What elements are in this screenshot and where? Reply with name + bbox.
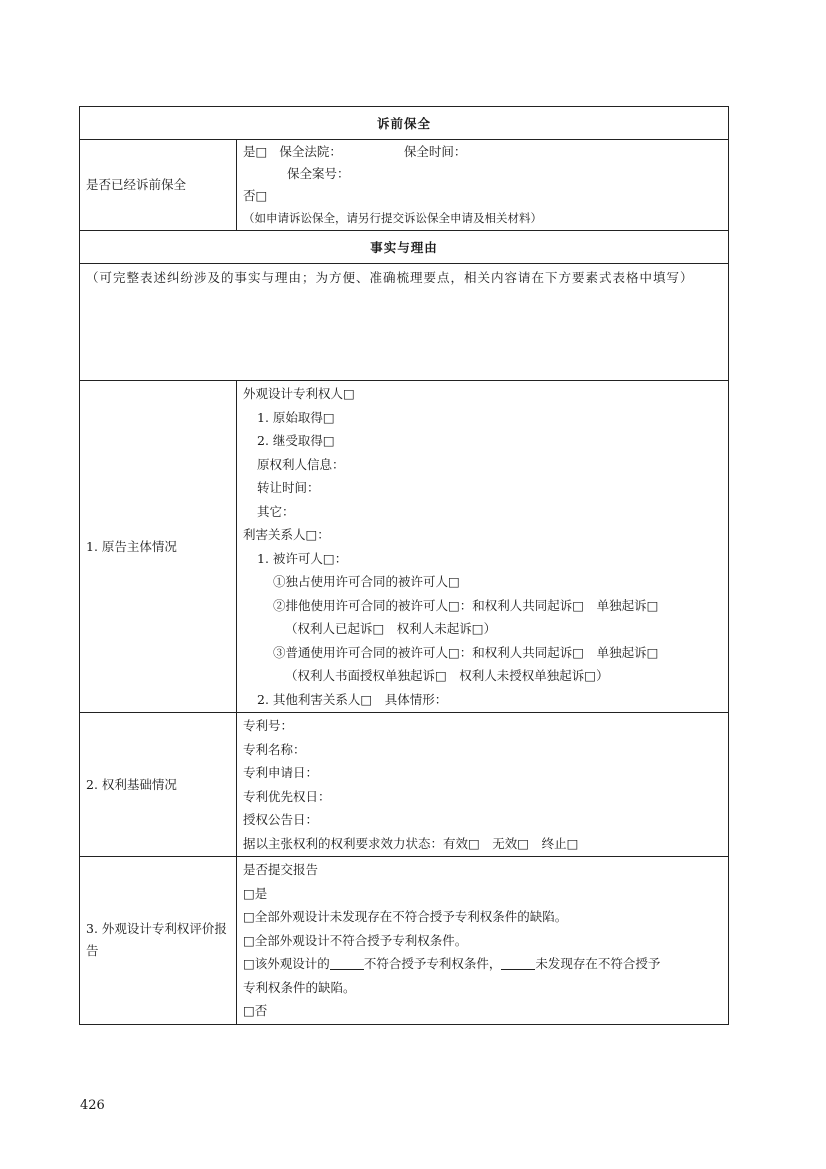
report-partial-line[interactable] [243,952,724,976]
preservation-note: （如申请诉讼保全，请另行提交诉讼保全申请及相关材料） [243,211,542,225]
plaintiff-line[interactable]: 转让时间： [257,480,320,495]
rights-line[interactable]: 专利优先权日： [243,788,331,804]
report-line[interactable]: □是 [243,885,268,901]
plaintiff-line[interactable]: 2. 其他利害关系人□ 具体情形： [257,691,448,707]
plaintiff-row [80,381,729,713]
rights-line[interactable]: 授权公告日： [243,812,319,827]
report-blank-1[interactable] [330,955,364,970]
rights-content [237,713,729,857]
plaintiff-line[interactable]: 原权利人信息： [257,456,345,472]
plaintiff-line[interactable]: ①独占使用许可合同的被许可人□ [273,574,460,589]
plaintiff-label: 1. 原告主体情况 [80,381,237,713]
preservation-content [237,140,729,231]
preservation-court-field[interactable]: 保全法院： [279,144,342,159]
report-line[interactable]: □全部外观设计未发现存在不符合授予专利权条件的缺陷。 [243,909,568,924]
rights-line[interactable]: 专利名称： [243,741,306,757]
facts-section-title: 事实与理由 [80,231,729,264]
plaintiff-line[interactable]: 2. 继受取得□ [257,433,335,448]
plaintiff-content [237,381,729,713]
plaintiff-line[interactable]: 外观设计专利权人□ [243,386,355,401]
preservation-case-number-field[interactable]: 保全案号： [287,166,350,181]
report-content [237,857,729,1025]
rights-row [80,713,729,857]
page-number: 426 [80,1098,105,1113]
rights-line[interactable]: 据以主张权利的权利要求效力状态：有效□ 无效□ 终止□ [243,835,579,851]
facts-note-area[interactable] [80,264,729,381]
plaintiff-line[interactable]: 利害关系人□： [243,527,330,542]
facts-note: （可完整表述纠纷涉及的事实与理由；为方便、准确梳理要点，相关内容请在下方要素式表格中填写） [86,270,694,285]
plaintiff-line[interactable]: 其它： [257,503,295,519]
preservation-section-title: 诉前保全 [80,107,729,140]
plaintiff-line[interactable]: 1. 被许可人□： [257,550,348,566]
plaintiff-line[interactable]: ②排他使用许可合同的被许可人□：和权利人共同起诉□ 单独起诉□ [273,597,659,613]
plaintiff-line[interactable]: 1. 原始取得□ [257,409,335,425]
rights-line[interactable]: 专利号： [243,718,294,733]
report-row [80,857,729,1025]
report-blank-2[interactable] [501,955,535,970]
preservation-row [80,140,729,231]
report-partial-text-b: 不符合授予专利权条件， [363,956,502,971]
report-line: 是否提交报告 [243,862,319,877]
preservation-label: 是否已经诉前保全 [80,140,237,231]
preservation-time-field[interactable]: 保全时间： [403,144,467,159]
preservation-yes-option[interactable]: 是□ [243,144,268,159]
rights-label: 2. 权利基础情况 [80,713,237,857]
rights-line[interactable]: 专利申请日： [243,765,319,780]
report-partial-text-a: □该外观设计的 [243,956,330,971]
report-line[interactable]: □全部外观设计不符合授予专利权条件。 [243,932,468,948]
report-label: 3. 外观设计专利权评价报告 [80,857,237,1025]
plaintiff-line[interactable]: （权利人已起诉□ 权利人未起诉□） [285,621,497,636]
plaintiff-line[interactable]: ③普通使用许可合同的被许可人□：和权利人共同起诉□ 单独起诉□ [273,644,659,660]
report-line[interactable]: □否 [243,1003,268,1018]
report-line: 专利权条件的缺陷。 [243,979,356,995]
report-partial-text-c: 未发现存在不符合授予 [535,956,661,971]
form-table [79,106,729,1025]
plaintiff-line[interactable]: （权利人书面授权单独起诉□ 权利人未授权单独起诉□） [285,668,609,683]
preservation-no-option[interactable]: 否□ [243,188,268,203]
